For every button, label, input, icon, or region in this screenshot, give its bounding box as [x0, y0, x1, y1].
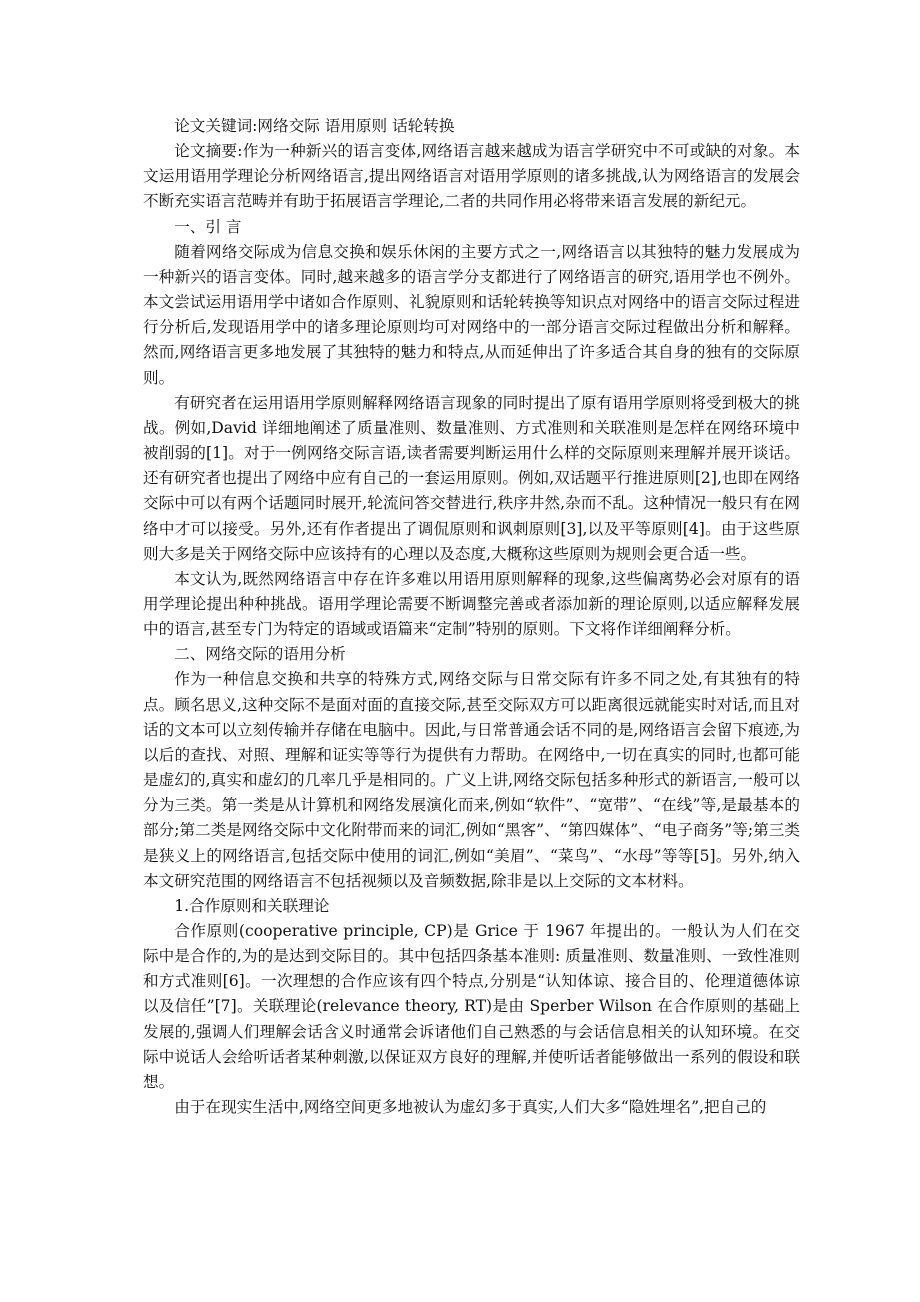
body-paragraph: 随着网络交际成为信息交换和娱乐休闲的主要方式之一,网络语言以其独特的魅力发展成为一种新兴的语言变体。同时,越来越多的语言学分支都进行了网络语言的研究,语用学也不例外。本文尝试运用语用学中诸如合作原则、礼貌原则和话轮转换等知识点对网络中的语言交际过程进行分析后,发现语用学中的诸多理论原则均可对网络中的一部分语言交际过程做出分析和解释。然而,网络语言更多地发展了其独特的魅力和特点,从而延伸出了许多适合其自身的独有的交际原则。 — [143, 242, 800, 387]
body-paragraph: 有研究者在运用语用学原则解释网络语言现象的同时提出了原有语用学原则将受到极大的挑战。例如,David 详细地阐述了质量准则、数量准则、方式准则和关联准则是怎样在网络环境中被削弱的[1]。对于一例网络交际言语,读者需要判断运用什么样的交际原则来理解并展开谈话。还有研究者也提出了网络中应有自己的一套运用原则。例如,双话题平行推进原则[2],也即在网络交际中可以有两个话题同时展开,轮流问答交替进行,秩序井然,杂而不乱。这种情况一般只有在网络中才可以接受。另外,还有作者提出了调侃原则和讽刺原则[3],以及平等原则[4]。由于这些原则大多是关于网络交际中应该持有的心理以及态度,大概称这些原则为规则会更合适一些。 — [143, 393, 800, 563]
keywords-line: 论文关键词:网络交际 语用原则 话轮转换 — [174, 117, 455, 135]
subsection-heading-cooperative-principle: 1.合作原则和关联理论 — [174, 896, 330, 915]
abstract-paragraph: 论文摘要:作为一种新兴的语言变体,网络语言越来越成为语言学研究中不可或缺的对象。本文运用语用学理论分析网络语言,提出网络语言对语用学原则的诸多挑战,认为网络语言的发展会不断充实语言范畴并有助于拓展语言学理论,二者的共同作用必将带来语言发展的新纪元。 — [143, 142, 800, 211]
document-body — [143, 114, 800, 1120]
body-paragraph: 本文认为,既然网络语言中存在许多难以用语用原则解释的现象,这些偏离势必会对原有的语用学理论提出种种挑战。语用学理论需要不断调整完善或者添加新的理论原则,以适应解释发展中的语言,甚至专门为特定的语域或语篇来“定制”特别的原则。下文将作详细阐释分析。 — [143, 569, 800, 639]
section-heading-pragmatic-analysis: 二、网络交际的语用分析 — [174, 645, 346, 664]
body-paragraph: 作为一种信息交换和共享的特殊方式,网络交际与日常交际有许多不同之处,有其独有的特点。顾名思义,这种交际不是面对面的直接交际,甚至交际双方可以距离很远就能实时对话,而且对话的文本可以立刻传输并存储在电脑中。因此,与日常普通会话不同的是,网络语言会留下痕迹,为以后的查找、对照、理解和证实等等行为提供有力帮助。在网络中,一切在真实的同时,也都可能是虚幻的,真实和虚幻的几率几乎是相同的。广义上讲,网络交际包括多种形式的新语言,一般可以分为三类。第一类是从计算机和网络发展演化而来,例如“软件”、“宽带”、“在线”等,是最基本的部分;第二类是网络交际中文化附带而来的词汇,例如“黑客”、“第四媒体”、“电子商务”等;第三类是狭义上的网络语言,包括交际中使用的词汇,例如“美眉”、“菜鸟”、“水母”等等[5]。另外,纳入本文研究范围的网络语言不包括视频以及音频数据,除非是以上交际的文本材料。 — [143, 670, 800, 890]
body-paragraph: 合作原则(cooperative principle, CP)是 Grice 于 1967 年提出的。一般认为人们在交际中是合作的,为的是达到交际目的。其中包括四条基本准则: 质量准则、数量准则、一致性准则和方式准则[6]。一次理想的合作应该有四个特点,分别是“认知体谅、接合目的、伦理道德体谅以及信任”[7]。关联理论(relevance theory, RT)是由 Sperber Wilson 在合作原则的基础上发展的,强调人们理解会话含义时通常会诉诸他们自己熟悉的与会话信息相关的认知环境。在交际中说话人会给听话者某种刺激,以保证双方良好的理解,并使听话者能够做出一系列的假设和联想。 — [143, 922, 800, 1091]
body-paragraph: 由于在现实生活中,网络空间更多地被认为虚幻多于真实,人们大多“隐姓埋名”,把自己的 — [174, 1098, 767, 1117]
section-heading-introduction: 一、引 言 — [174, 217, 242, 236]
